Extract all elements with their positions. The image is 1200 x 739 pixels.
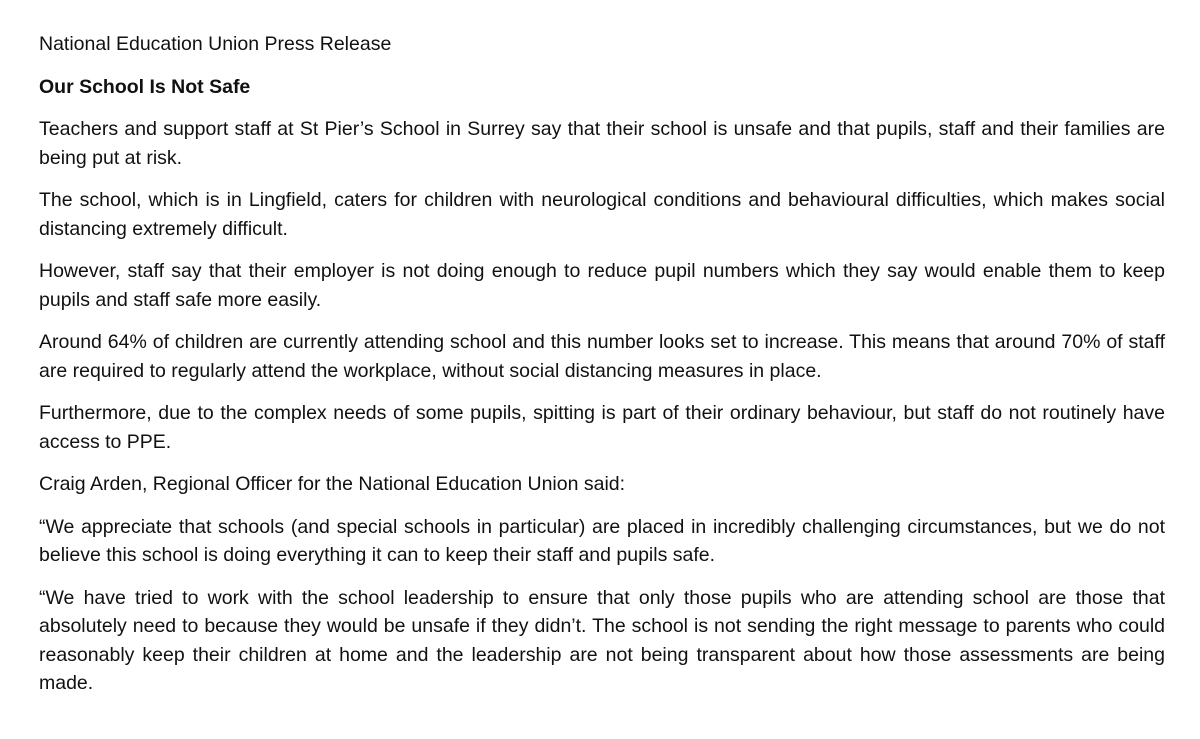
paragraph: “We have tried to work with the school leadership to ensure that only those pupils who are attending school are those that absolutely need to because they would be unsafe if they didn’t. The school is not sending the right message to parents who could reasonably keep their children at home and the leadership are not being transparent about how those assessments are being made. xyxy=(39,586,1165,694)
paragraph: Around 64% of children are currently attending school and this number looks set to increase. This means that around 70% of staff are required to regularly attend the workplace, without social distancing measures in place. xyxy=(39,331,1165,382)
paragraph: Craig Arden, Regional Officer for the National Education Union said: xyxy=(39,473,626,495)
paragraph: The school, which is in Lingfield, caters for children with neurological conditions and behavioural difficulties, which makes social distancing extremely difficult. xyxy=(39,189,1165,240)
paragraph: Teachers and support staff at St Pier’s School in Surrey say that their school is unsafe and that pupils, staff and their families are being put at risk. xyxy=(39,118,1165,169)
document-title: Our School Is Not Safe xyxy=(39,75,251,98)
paragraph: However, staff say that their employer is not doing enough to reduce pupil numbers which they say would enable them to keep pupils and staff safe more easily. xyxy=(39,260,1165,311)
document-body[interactable] xyxy=(39,30,1165,712)
press-release-header: National Education Union Press Release xyxy=(39,33,392,55)
paragraph: “We appreciate that schools (and special schools in particular) are placed in incredibly challenging circumstances, but we do not believe this school is doing everything it can to keep their staff and pupils safe. xyxy=(39,515,1165,566)
paragraph: Furthermore, due to the complex needs of some pupils, spitting is part of their ordinary behaviour, but staff do not routinely have access to PPE. xyxy=(39,402,1165,453)
